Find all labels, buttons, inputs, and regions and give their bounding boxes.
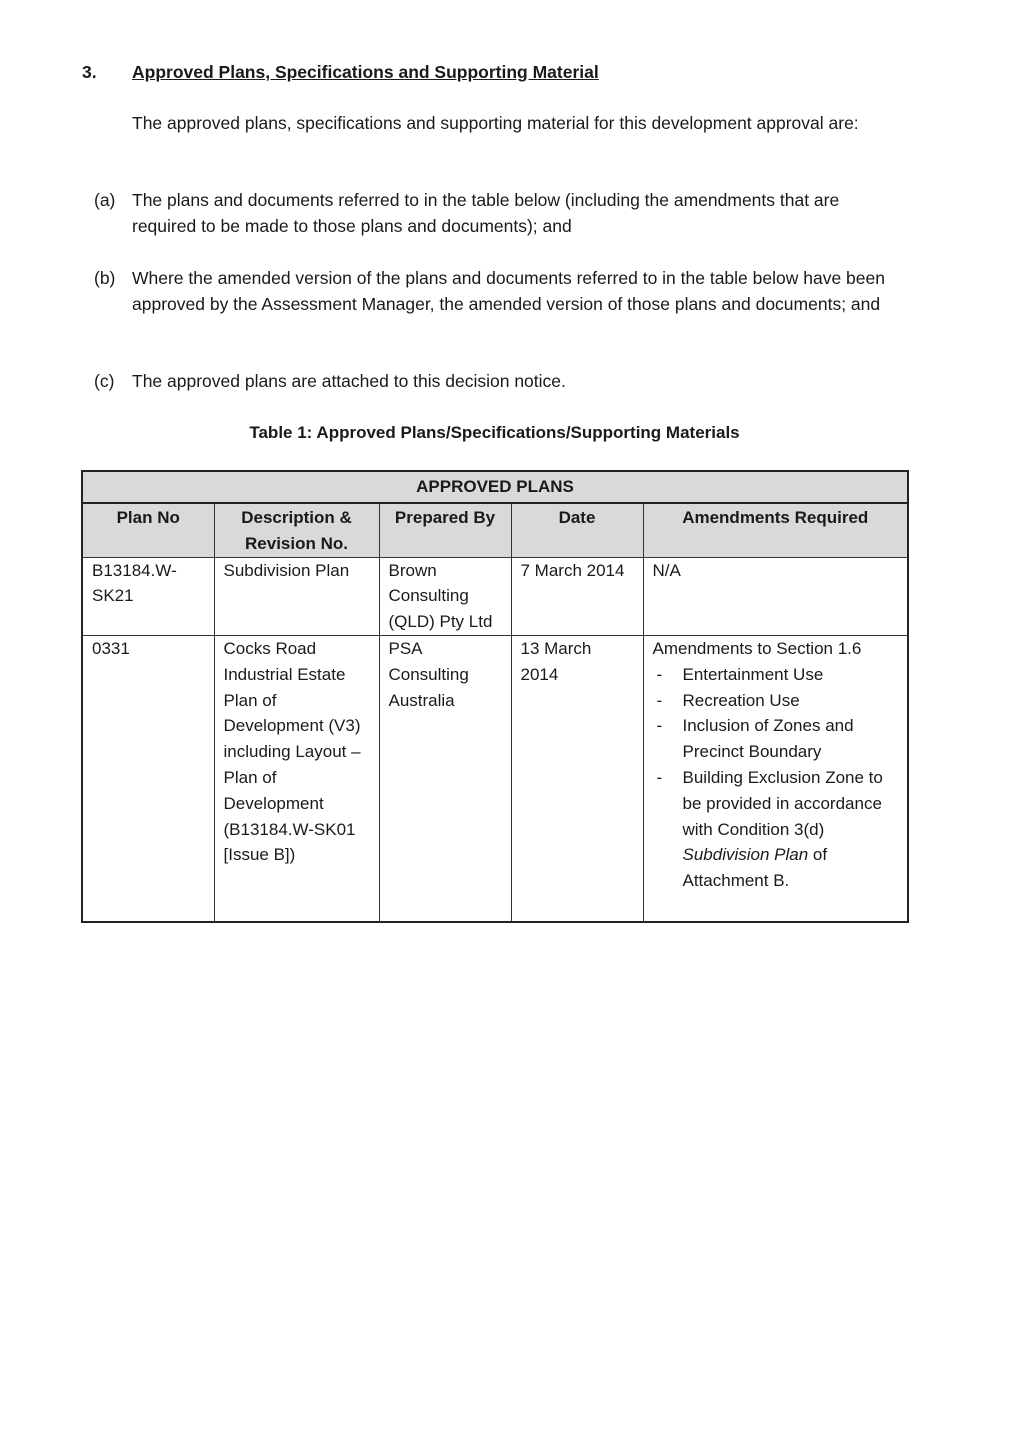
dash-bullet: - (656, 716, 663, 736)
list-item-b (94, 266, 904, 317)
list-item-label: (a) (94, 190, 116, 210)
cell-description: Cocks Road Industrial Estate Plan of Development (V3) including Layout – Plan of Development (B13184.W-SK01 [Issue B]) (214, 635, 379, 922)
amendments-tail-text: of Attachment B. (682, 845, 828, 891)
cell-prepared-by: PSA Consulting Australia (379, 635, 511, 922)
cell-prepared-by: Brown Consulting (QLD) Pty Ltd (379, 557, 511, 635)
dash-bullet: - (656, 767, 663, 787)
cell-date: 7 March 2014 (511, 557, 643, 635)
column-header-description: Description & Revision No. (214, 503, 379, 557)
list-item: - Inclusion of Zones and Precinct Boundary (653, 713, 899, 765)
italic-plan-name: Subdivision Plan (682, 845, 809, 865)
dash-bullet: - (656, 690, 663, 710)
list-item-text: Where the amended version of the plans and documents referred to in the table below have been approved by the Assessment Manager, the amended version of those plans and documents; and (132, 268, 885, 314)
list-item-text: The approved plans are attached to this decision notice. (132, 371, 566, 391)
list-item-text: The plans and documents referred to in the table below (including the amendments that are required to be made to those plans and documents); and (132, 190, 840, 236)
table-row (82, 557, 908, 635)
list-item-label: (b) (94, 268, 116, 288)
amendments-tail (653, 842, 899, 894)
column-header-date: Date (511, 503, 643, 557)
cell-amendments (643, 635, 908, 922)
dash-bullet: - (656, 664, 663, 684)
list-item-c (94, 369, 904, 395)
section-heading (82, 60, 599, 84)
column-header-plan-no: Plan No (82, 503, 214, 557)
section-number: 3. (82, 62, 97, 82)
table-caption: Table 1: Approved Plans/Specifications/Supporting Materials (249, 423, 740, 442)
list-item-a (94, 188, 904, 239)
column-header-amendments: Amendments Required (643, 503, 908, 557)
intro-paragraph: The approved plans, specifications and supporting material for this development approval are: (132, 113, 859, 133)
table-band-header: APPROVED PLANS (82, 471, 908, 503)
amendments-intro: Amendments to Section 1.6 (652, 638, 862, 658)
cell-plan-no: B13184.W-SK21 (82, 557, 214, 635)
list-item: - Entertainment Use (653, 662, 899, 688)
list-item: - Recreation Use (653, 688, 899, 714)
cell-description: Subdivision Plan (214, 557, 379, 635)
cell-date: 13 March 2014 (511, 635, 643, 922)
list-item-label: (c) (94, 371, 115, 391)
section-title: Approved Plans, Specifications and Supporting Material (132, 62, 599, 82)
column-header-prepared-by: Prepared By (379, 503, 511, 557)
list-item: - Building Exclusion Zone to be provided in accordance with Condition 3(d) (653, 765, 899, 842)
amendments-list (653, 662, 899, 843)
table-row (82, 635, 908, 922)
cell-plan-no: 0331 (82, 635, 214, 922)
cell-amendments: N/A (643, 557, 908, 635)
approved-plans-table (81, 470, 909, 923)
